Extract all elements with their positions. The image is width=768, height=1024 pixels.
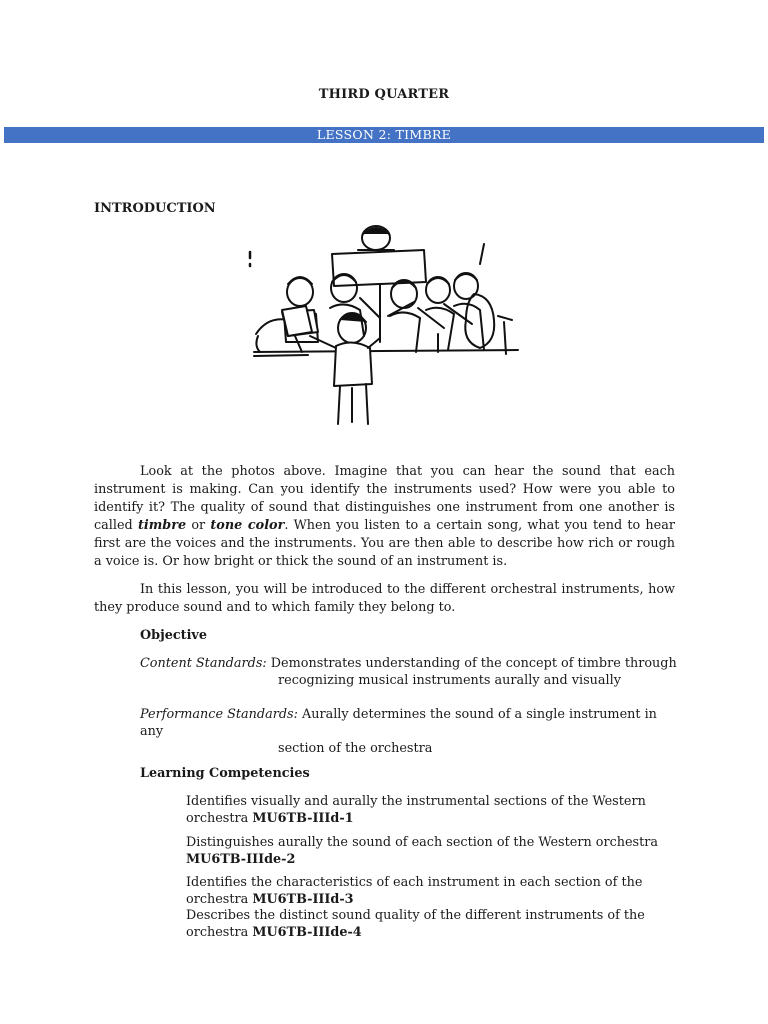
term-tone-color: tone color: [210, 518, 285, 533]
performance-standards-label: Performance Standards:: [140, 707, 298, 722]
content-standards-line1: Demonstrates understanding of the concept of timbre through: [270, 656, 677, 671]
introduction-heading: INTRODUCTION: [94, 201, 216, 216]
objective-heading: Objective: [140, 628, 208, 643]
competency-item: Distinguishes aurally the sound of each section of the Western orchestra MU6TB-IIIde-2: [186, 835, 659, 867]
learning-competencies-heading: Learning Competencies: [140, 766, 310, 781]
content-standards-line2: recognizing musical instruments aurally and visually: [278, 673, 621, 688]
page-title: THIRD QUARTER: [318, 87, 450, 102]
lesson-overview-paragraph: In this lesson, you will be introduced to the different orchestral instruments, how they produce sound and to which family they belong to.: [94, 582, 675, 615]
competency-code: MU6TB-IIIde-4: [252, 924, 362, 940]
content-standards-label: Content Standards:: [140, 656, 267, 671]
term-timbre: timbre: [137, 518, 187, 533]
performance-standards-line2: section of the orchestra: [278, 741, 433, 756]
competency-code: MU6TB-IIIde-2: [186, 851, 296, 867]
lesson-banner: LESSON 2: TIMBRE: [4, 127, 764, 143]
competency-code: MU6TB-IIId-3: [252, 891, 354, 907]
competency-code: MU6TB-IIId-1: [252, 810, 354, 826]
content-standards: [140, 655, 680, 689]
performance-standards: [140, 706, 680, 757]
competency-item: Identifies visually and aurally the instrumental sections of the Western orchestra MU6TB-IIId-1: [186, 794, 646, 826]
performance-standards-line1: Aurally determines the sound of a single instrument in any: [140, 707, 657, 739]
orchestra-illustration-icon: [248, 224, 520, 430]
competency-item: Describes the distinct sound quality of the different instruments of the orchestra MU6TB-IIIde-4: [186, 908, 645, 940]
intro-paragraph: Look at the photos above. Imagine that you can hear the sound that each instrument is making. Can you identify the instruments used? How were you able to identify it? The quality of sound that distinguishes one instrument from one another is called timbre or tone color. When you listen to a certain song, what you tend to hear first are the voices and the instruments. You are then able to describe how rich or rough a voice is. Or how bright or thick the sound of an instrument is.: [94, 464, 675, 569]
competency-item: Identifies the characteristics of each instrument in each section of the orchestra MU6TB-IIId-3: [186, 875, 643, 907]
